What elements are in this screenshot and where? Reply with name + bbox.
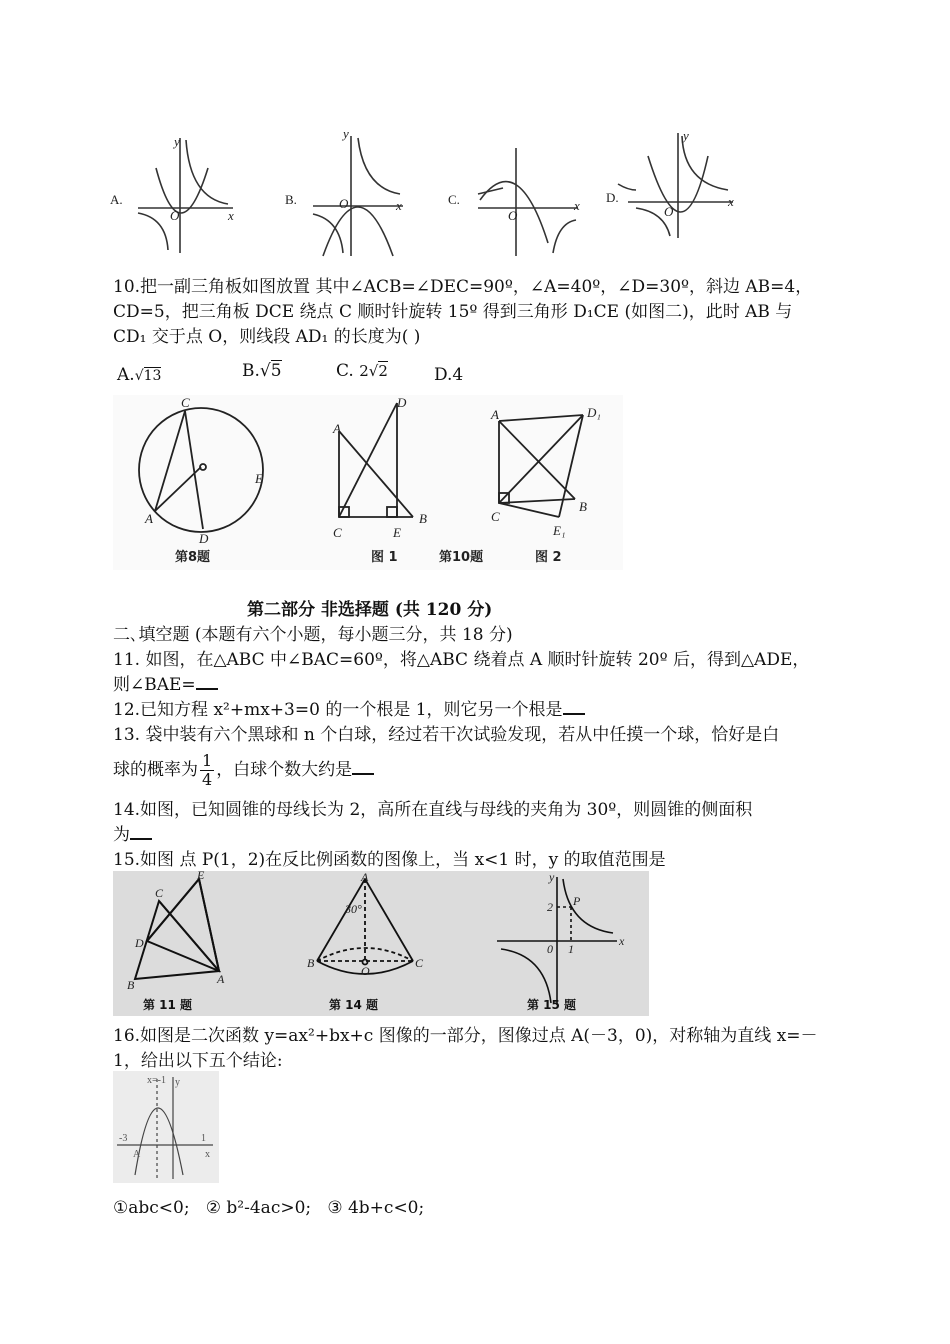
caption-q15: 第 15 题 [527, 998, 577, 1012]
fig2-label-b: B [579, 499, 587, 514]
q9c-x-label: x [574, 198, 580, 213]
q8-label-e: E [255, 471, 263, 486]
caption-q8: 第8题 [175, 550, 211, 565]
q13-line-2-post: ，白球个数大约是 [216, 760, 353, 780]
q8-q10-figures [113, 395, 623, 570]
q13-line-1: 13. 袋中装有六个黑球和 n 个白球，经过若干次试验发现，若从中任摸一个球，恰好是白 [113, 725, 780, 745]
q14-label-a: A [361, 871, 369, 884]
q16-line-1: 16.如图是二次函数 y=ax²+bx+c 图像的一部分，图像过点 A(－3，0)，对称轴为直线 x=－ [113, 1026, 818, 1046]
q10-option-c-coef: 2 [359, 362, 369, 380]
caption-q11: 第 11 题 [143, 998, 193, 1012]
q10-option-b-letter: B. [242, 361, 260, 381]
q9b-x-label: x [396, 198, 402, 213]
fig2-label-a: A [491, 407, 499, 422]
q14-line-2 [113, 822, 152, 848]
q16-minus3-label: -3 [119, 1133, 128, 1144]
q9-label-c: C. [448, 192, 460, 207]
q9a-origin-label: O [170, 208, 180, 223]
fig1-label-a: A [333, 421, 341, 436]
q14-answer-blank[interactable] [130, 824, 152, 840]
q10-option-b: B.√5 [242, 361, 282, 381]
q9d-y-label: y [683, 128, 689, 143]
q9b-origin-label: O [339, 196, 349, 211]
q10-option-c: C. 2√2 [336, 361, 388, 381]
q16-y-label: y [175, 1077, 180, 1088]
caption-q10: 第10题 [439, 550, 484, 565]
q10-option-d: D.4 [434, 365, 464, 385]
q12-answer-blank[interactable] [563, 699, 585, 715]
q10-line-1: 10.把一副三角板如图放置 其中∠ACB=∠DEC=90º，∠A=40º，∠D=30º，斜边 AB=4， [113, 277, 813, 297]
q11-line-2-text: 则∠BAE= [113, 675, 196, 695]
fig1-label-d: D [397, 395, 407, 410]
q16-x-label: x [205, 1149, 210, 1160]
section-2-title: 第二部分 非选择题 (共 120 分) [247, 600, 493, 620]
q13-fraction-denominator: 4 [202, 770, 213, 789]
section-2-subtitle: 二､填空题 (本题有六个小题，每小题三分，共 18 分) [113, 625, 513, 645]
q8-label-a: A [145, 511, 153, 526]
q11-label-e: E [197, 871, 205, 882]
q14-angle-30: 30° [345, 902, 362, 916]
fig1-label-b: B [419, 511, 427, 526]
q8-label-d: D [199, 531, 209, 546]
q14-label-c: C [415, 956, 424, 970]
q10-option-a-letter: A. [117, 365, 135, 385]
fig1-label-c: C [333, 525, 342, 540]
q8-label-c: C [181, 395, 190, 410]
q9-option-graphs [108, 128, 748, 263]
q10-option-a: A.√13 [117, 365, 162, 385]
q10-line-3: CD₁ 交于点 O，则线段 AD₁ 的长度为( ) [113, 327, 421, 347]
q10-option-a-radicand: 13 [143, 368, 162, 384]
q10-option-b-radicand: 5 [270, 361, 282, 381]
q13-line-2 [113, 748, 374, 792]
q9b-y-label: y [343, 128, 349, 141]
q14-label-b: B [307, 956, 315, 970]
q15-x-label: x [619, 934, 625, 948]
caption-fig2: 图 2 [535, 550, 562, 565]
q11-label-d: D [135, 936, 144, 950]
q12-text: 12.已知方程 x²+mx+3=0 的一个根是 1，则它另一个根是 [113, 700, 563, 720]
q14-line-2-text: 为 [113, 825, 130, 845]
q10-line-2: CD=5，把三角板 DCE 绕点 C 顺时针旋转 15º 得到三角形 D₁CE (如图二)，此时 AB 与 [113, 302, 793, 322]
q9a-x-label: x [228, 208, 234, 223]
q9a-y-label: y [174, 134, 180, 149]
q9-label-b: B. [285, 192, 297, 207]
q12-line [113, 697, 585, 723]
fig2-label-c: C [491, 509, 500, 524]
q11-label-c: C [155, 886, 164, 900]
q9-label-a: A. [110, 192, 123, 207]
q16-axis-label: x=-1 [147, 1075, 166, 1086]
caption-q14: 第 14 题 [329, 998, 379, 1012]
q11-answer-blank[interactable] [196, 674, 218, 690]
q9d-origin-label: O [664, 204, 674, 219]
q15-origin: 0 [547, 942, 553, 956]
q11-line-1: 11. 如图，在△ABC 中∠BAC=60º，将△ABC 绕着点 A 顺时针旋转 20º 后，得到△ADE， [113, 650, 810, 670]
fig1-label-e: E [393, 525, 401, 540]
fig2-label-e1: E₁ [553, 523, 566, 538]
q13-answer-blank[interactable] [352, 759, 374, 775]
caption-fig1: 图 1 [371, 550, 398, 565]
q14-label-o: O [361, 964, 370, 978]
q13-line-2-pre: 球的概率为 [113, 760, 198, 780]
q15-tick-2: 2 [547, 900, 553, 914]
q9d-x-label: x [728, 194, 734, 209]
q11-label-b: B [127, 978, 135, 992]
fig2-label-d1: D₁ [587, 405, 601, 420]
q10-option-c-letter: C. [336, 361, 354, 381]
q15-tick-1: 1 [568, 942, 574, 956]
q13-fraction [200, 752, 214, 789]
q15-y-label: y [549, 871, 555, 884]
q9c-origin-label: O [508, 208, 518, 223]
q14-line-1: 14.如图，已知圆锥的母线长为 2，高所在直线与母线的夹角为 30º，则圆锥的侧面积 [113, 800, 753, 820]
q13-fraction-numerator: 1 [202, 751, 213, 770]
q11-label-a: A [217, 972, 225, 986]
q10-option-c-radicand: 2 [378, 362, 388, 380]
q16-one-label: 1 [201, 1133, 206, 1144]
q16-line-2: 1，给出以下五个结论: [113, 1051, 283, 1071]
q16-parabola-figure [113, 1071, 219, 1183]
q16-label-a: A [133, 1149, 141, 1160]
q15-line: 15.如图 点 P(1，2)在反比例函数的图像上，当 x<1 时，y 的取值范围是 [113, 850, 666, 870]
q15-label-p: P [573, 894, 581, 908]
q11-q14-q15-figures [113, 871, 649, 1016]
q11-line-2 [113, 672, 218, 698]
q16-conclusions: ①abc<0; ② b²-4ac>0; ③ 4b+c<0; [113, 1198, 425, 1218]
q9-label-d: D. [606, 190, 619, 205]
